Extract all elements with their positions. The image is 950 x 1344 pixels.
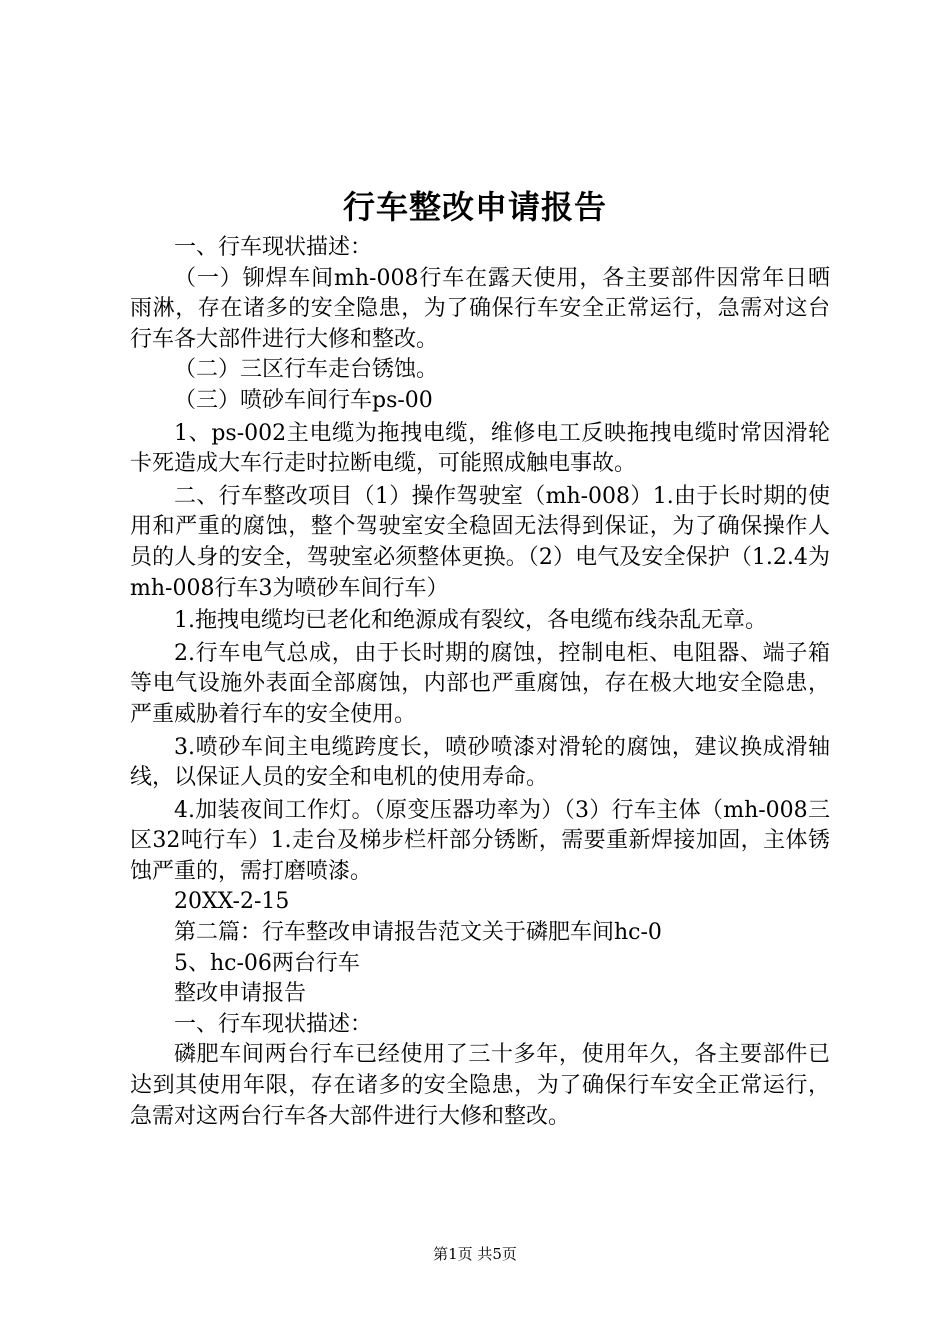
document-body <box>130 233 830 1132</box>
paragraph-section-1-heading: 一、行车现状描述： <box>174 235 373 260</box>
paragraph-electrical-3: 3.喷砂车间主电缆跨度长，喷砂喷漆对滑轮的腐蚀，建议换成滑轴线，以保证人员的安全和电机的使用寿命。 <box>130 734 830 791</box>
paragraph-part-2-subheading: 5、hc-06两台行车 <box>174 950 360 976</box>
paragraph-electrical-1: 1.拖拽电缆均已老化和绝源成有裂纹，各电缆布线杂乱无章。 <box>174 608 767 634</box>
paragraph-item-1: （一）铆焊车间mh-008行车在露天使用，各主要部件因常年日晒雨淋，存在诸多的安全隐患，为了确保行车安全正常运行，急需对这台行车各大部件进行大修和整改。 <box>130 265 830 352</box>
paragraph-part-2-section-1: 一、行车现状描述： <box>174 1011 373 1037</box>
paragraph-part-2-description: 磷肥车间两台行车已经使用了三十多年，使用年久，各主要部件已达到其使用年限，存在诸多的安全隐患，为了确保行车安全正常运行，急需对这两台行车各大部件进行大修和整改。 <box>130 1042 830 1129</box>
paragraph-item-3-detail: 1、ps-002主电缆为拖拽电缆，维修电工反映拖拽电缆时常因滑轮卡死造成大车行走时拉断电缆，可能照成触电事故。 <box>130 420 830 477</box>
paragraph-electrical-4: 4.加装夜间工作灯。（原变压器功率为）（3）行车主体（mh-008三区32吨行车）1.走台及梯步栏杆部分锈断，需要重新焊接加固，主体锈蚀严重的，需打磨喷漆。 <box>130 797 830 884</box>
paragraph-section-2: 二、行车整改项目（1）操作驾驶室（mh-008）1.由于长时期的使用和严重的腐蚀，整个驾驶室安全稳固无法得到保证，为了确保操作人员的人身的安全，驾驶室必须整体更换。（2）电气及安全保护（1.2.4为mh-008行车3为喷砂车间行车） <box>130 483 830 601</box>
paragraph-part-2-heading: 第二篇：行车整改申请报告范文关于磷肥车间hc-0 <box>174 920 662 946</box>
page-indicator: 第1页 共5页 <box>433 1245 517 1263</box>
paragraph-item-2: （二）三区行车走台锈蚀。 <box>174 357 439 383</box>
paragraph-part-2-title: 整改申请报告 <box>174 981 307 1007</box>
paragraph-electrical-2: 2.行车电气总成，由于长时期的腐蚀，控制电柜、电阻器、端子箱等电气设施外表面全部腐蚀，内部也严重腐蚀，存在极大地安全隐患，严重威胁着行车的安全使用。 <box>130 640 830 727</box>
paragraph-item-3: （三）喷砂车间行车ps-00 <box>174 387 433 413</box>
document-title: 行车整改申请报告 <box>342 188 607 226</box>
paragraph-date: 20XX-2-15 <box>174 889 290 915</box>
